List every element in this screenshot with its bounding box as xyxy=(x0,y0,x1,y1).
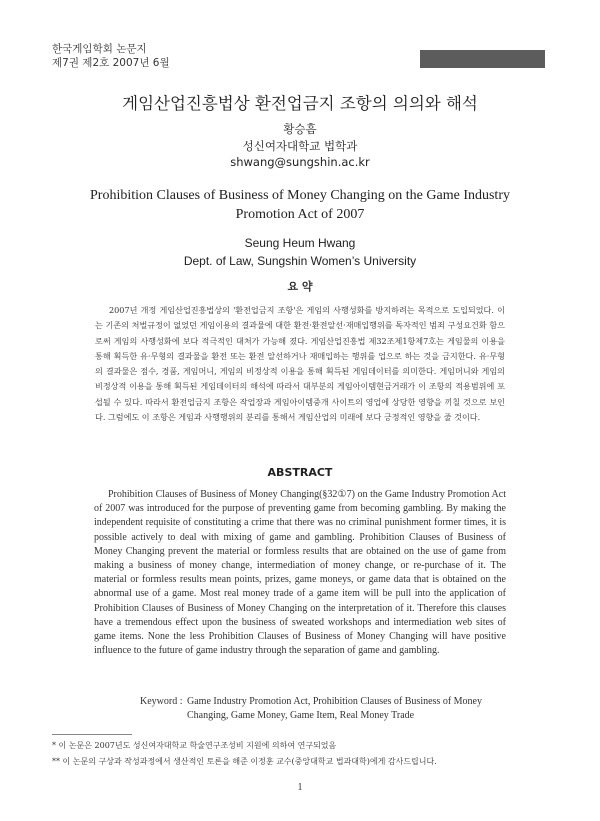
author-email: shwang@sungshin.ac.kr xyxy=(230,155,370,169)
english-title xyxy=(0,186,600,224)
keywords-label: Keyword : xyxy=(140,696,183,707)
journal-info xyxy=(52,42,170,70)
korean-author-affiliation: 성신여자대학교 법학과 xyxy=(242,139,358,153)
footnote-1: * 이 논문은 2007년도 성신여자대학교 학술연구조성비 지원에 의하여 연구되었음 xyxy=(52,741,337,750)
footnote-divider xyxy=(52,734,132,735)
korean-abstract-heading: 요 약 xyxy=(287,280,313,293)
journal-name: 한국게임학회 논문지 xyxy=(52,43,147,55)
english-abstract-heading: ABSTRACT xyxy=(267,466,333,479)
english-title-line2: Promotion Act of 2007 xyxy=(235,207,365,222)
journal-issue: 제7권 제2호 2007년 6월 xyxy=(52,57,170,69)
english-title-line1: Prohibition Clauses of Business of Money Changing on the Game Industry xyxy=(90,188,510,203)
korean-author-name: 황승흠 xyxy=(283,122,317,136)
english-author-affiliation: Dept. of Law, Sungshin Women’s University xyxy=(183,254,417,268)
korean-title: 게임산업진흥법상 환전업금지 조항의 의의와 해석 xyxy=(122,94,478,113)
footnote-2: ** 이 논문의 구상과 작성과정에서 생산적인 토론을 해준 이정훈 교수(중앙대학교 법과대학)에게 감사드립니다. xyxy=(52,757,437,766)
korean-abstract-body: 2007년 개정 게임산업진흥법상의 '환전업금지 조항'은 게임의 사행성화를 방지하려는 목적으로 도입되었다. 이는 기존의 처벌규정이 없었던 게임이용의 결과물에 대한 환전·환전알선·재매입행위를 독자적인 범죄 구성요건화 함으로써 게임의 사행성화에 보다 적극적인 대처가 가능해 졌다. 게임산업진흥법 제32조제1항제7호는 게임물의 이용을 통해 획득한 유·무형의 결과물을 환전 또는 환전 알선하거나 재매입하는 행위를 업으로 하는 것을 금지한다. 유·무형의 결과물은 점수, 경품, 게임머니, 게임의 비정상적 이용을 통해 획득된 게임데이터를 의미한다. 게임머니와 게임의 비정상적 이용을 통해 획득된 게임데이터의 해석에 따라서 대부분의 게임아이템현금거래가 이 조항의 적용범위에 포섭될 수 있다. 따라서 환전업금지 조항은 작업장과 게임아이템중개 사이트의 영업에 상당한 영향을 끼칠 것으로 보인다. 그럼에도 이 조항은 게임과 사행행위의 분리를 통해서 게임산업의 미래에 보다 긍정적인 영향을 줄 것이다. xyxy=(95,305,505,423)
header-bar xyxy=(420,50,545,68)
english-author-name: Seung Heum Hwang xyxy=(244,236,356,250)
english-abstract-body: Prohibition Clauses of Business of Money Changing(§32①7) on the Game Industry Promotion Act of 2007 was introduced for the purpose of preventing game from becoming gambling. By making the independent requisite of constituting a crime that there was no criminal punishment former times, it is possible actively to deal with mixing of game and gambling. Prohibition Clauses of Business of Money Changing prevent the material or formless results that are obtained on the use of game from making a business of money change, intermediation of money change, or re-purchase of it. The material or formless results mean points, prizes, game moneys, or game data that is obtained on the abnormal use of a game. Most real money trade of a game item will be pull into the application of Prohibition Clauses of Business of Money Changing on the interpretation of it. Therefore this clauses have a tremendous effect upon the business of sweated workshops and intermediation web sites of game items. None the less Prohibition Clauses of Business of Money Changing will have positive influence to the future of game industry through the separation of game and gambling. xyxy=(94,489,506,657)
keywords-text: Game Industry Promotion Act, Prohibition Clauses of Business of Money Changing, Game Money, Game Item, Real Money Trade xyxy=(187,696,482,721)
page-number: 1 xyxy=(297,782,303,793)
